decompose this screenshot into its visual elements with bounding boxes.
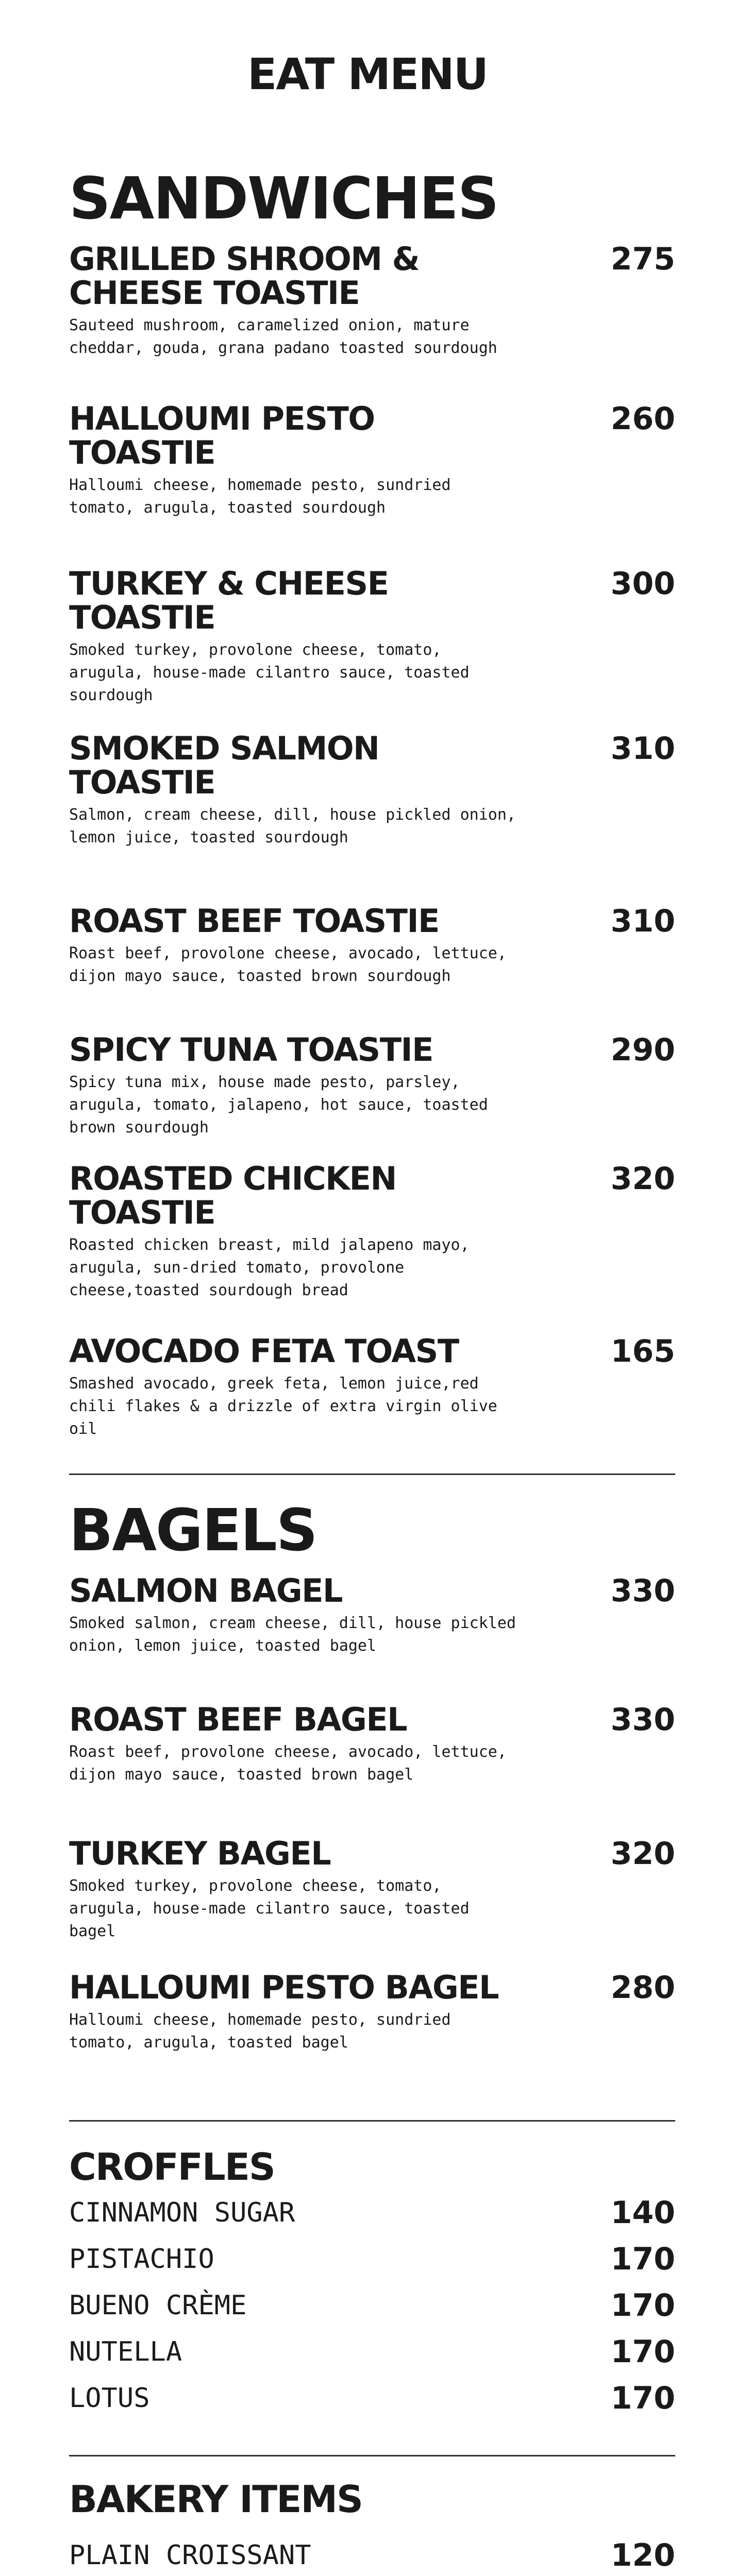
menu-item: [69, 1033, 675, 1139]
row-name: BUENO CRÈME: [69, 2290, 247, 2321]
item-price: 320: [610, 1836, 675, 1872]
menu-item: [69, 1971, 675, 2054]
item-description: Smoked turkey, provolone cheese, tomato, arugula, house-made cilantro sauce, toasted sourdough: [69, 641, 470, 704]
item-name: HALLOUMI PESTO BAGEL: [69, 1969, 499, 2006]
item-price: 320: [610, 1161, 675, 1197]
item-name: SALMON BAGEL: [69, 1572, 343, 1609]
section-divider: [69, 2120, 675, 2122]
item-name: SPICY TUNA TOASTIE: [69, 1031, 433, 1069]
row-price: 170: [610, 2241, 675, 2277]
row-price: 170: [610, 2380, 675, 2416]
menu-title: EAT MENU: [247, 49, 488, 99]
item-description: Smoked salmon, cream cheese, dill, house pickled onion, lemon juice, toasted bagel: [69, 1614, 516, 1655]
item-description: Smoked turkey, provolone cheese, tomato, arugula, house-made cilantro sauce, toasted bagel: [69, 1877, 470, 1940]
item-name: SMOKED SALMON TOASTIE: [69, 730, 379, 801]
menu-item: [69, 1837, 675, 1943]
row-price: 170: [610, 2334, 675, 2370]
row-name: CINNAMON SUGAR: [69, 2197, 295, 2228]
section-heading-bagels: BAGELS: [69, 1497, 317, 1564]
menu-item: [69, 732, 675, 849]
section-heading-bakery: BAKERY ITEMS: [69, 2478, 362, 2521]
item-name: GRILLED SHROOM & CHEESE TOASTIE: [69, 240, 420, 312]
section-divider: [69, 1473, 675, 1475]
menu-item: [69, 242, 675, 360]
row-name: NUTELLA: [69, 2336, 182, 2367]
section-divider: [69, 2455, 675, 2456]
item-price: 290: [610, 1032, 675, 1068]
item-price: 165: [610, 1333, 675, 1369]
menu-item: [69, 1334, 675, 1440]
item-price: 310: [610, 903, 675, 939]
menu-item: [69, 1574, 675, 1657]
section-heading-croffles: CROFFLES: [69, 2145, 275, 2189]
row-price: 140: [610, 2195, 675, 2231]
item-description: Halloumi cheese, homemade pesto, sundried tomato, arugula, toasted sourdough: [69, 476, 451, 517]
menu-item: [69, 904, 675, 988]
item-description: Sauteed mushroom, caramelized onion, mature cheddar, gouda, grana padano toasted sourdough: [69, 316, 497, 357]
item-name: TURKEY & CHEESE TOASTIE: [69, 565, 389, 636]
item-price: 280: [610, 1970, 675, 2006]
menu-row: [69, 2287, 675, 2324]
item-name: TURKEY BAGEL: [69, 1835, 331, 1872]
section-heading-sandwiches: SANDWICHES: [69, 165, 498, 232]
item-price: 260: [610, 401, 675, 437]
item-price: 310: [610, 731, 675, 767]
item-description: Roast beef, provolone cheese, avocado, lettuce, dijon mayo sauce, toasted brown bagel: [69, 1743, 507, 1784]
menu-item: [69, 567, 675, 707]
row-name: PISTACHIO: [69, 2244, 214, 2275]
item-price: 330: [610, 1702, 675, 1738]
menu-row: [69, 2380, 675, 2416]
row-price: 120: [610, 2537, 675, 2573]
row-price: 170: [610, 2287, 675, 2324]
item-price: 330: [610, 1573, 675, 1609]
item-name: ROAST BEEF BAGEL: [69, 1701, 407, 1738]
row-name: PLAIN CROISSANT: [69, 2540, 311, 2571]
menu-item: [69, 1162, 675, 1302]
menu-row: [69, 2241, 675, 2277]
item-description: Spicy tuna mix, house made pesto, parsley, arugula, tomato, jalapeno, hot sauce, toasted brown sourdough: [69, 1073, 488, 1137]
item-description: Smashed avocado, greek feta, lemon juice,red chili flakes & a drizzle of extra virgin olive oil: [69, 1375, 497, 1438]
item-description: Roasted chicken breast, mild jalapeno mayo, arugula, sun-dried tomato, provolone cheese,toasted sourdough bread: [69, 1236, 470, 1299]
item-name: AVOCADO FETA TOAST: [69, 1332, 459, 1370]
item-description: Salmon, cream cheese, dill, house pickled onion, lemon juice, toasted sourdough: [69, 806, 516, 846]
item-price: 300: [610, 566, 675, 602]
item-price: 275: [610, 241, 675, 277]
row-name: LOTUS: [69, 2383, 150, 2414]
item-description: Halloumi cheese, homemade pesto, sundried tomato, arugula, toasted bagel: [69, 2011, 451, 2052]
item-name: ROASTED CHICKEN TOASTIE: [69, 1160, 396, 1231]
menu-item: [69, 1703, 675, 1786]
menu-row: [69, 2537, 675, 2573]
menu-row: [69, 2334, 675, 2370]
item-name: HALLOUMI PESTO TOASTIE: [69, 400, 375, 471]
menu-row: [69, 2195, 675, 2231]
item-description: Roast beef, provolone cheese, avocado, lettuce, dijon mayo sauce, toasted brown sourdough: [69, 944, 507, 985]
item-name: ROAST BEEF TOASTIE: [69, 902, 439, 940]
menu-item: [69, 402, 675, 519]
